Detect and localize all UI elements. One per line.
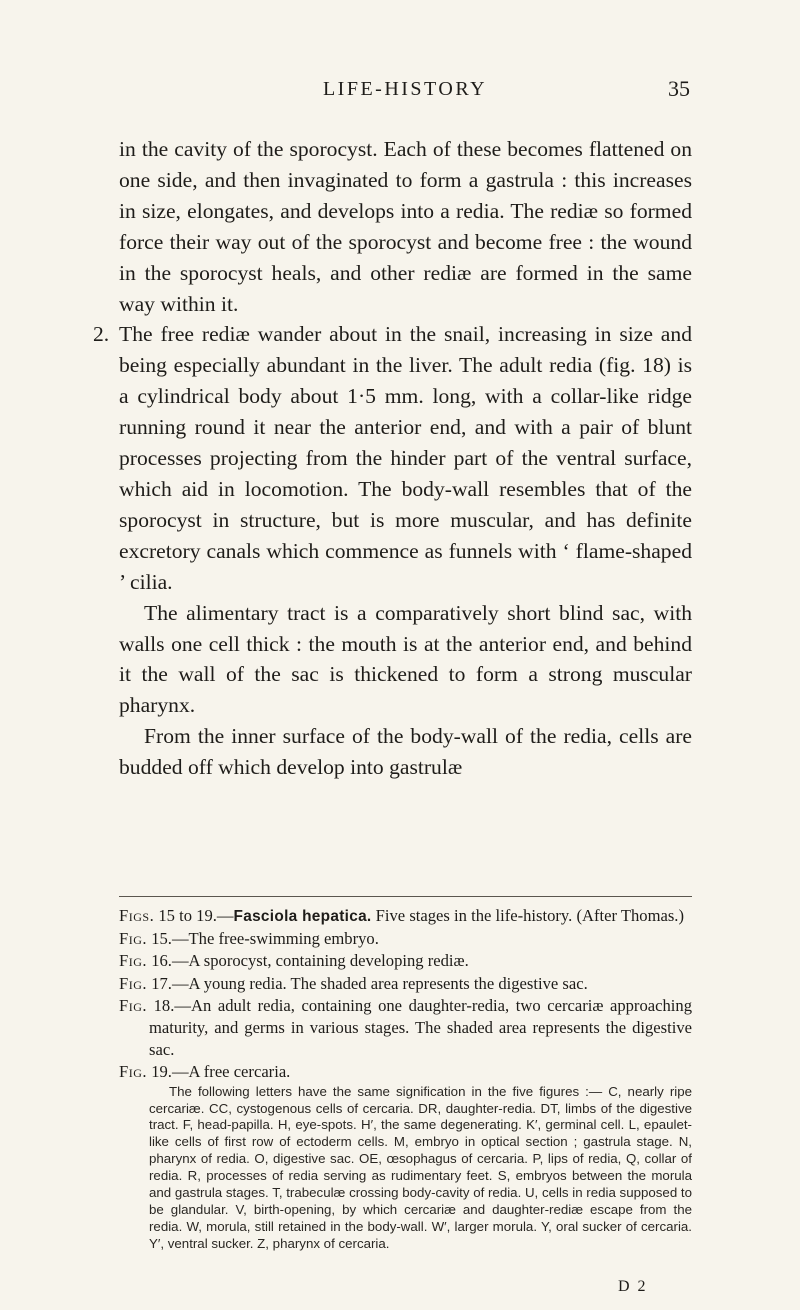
paragraph-2 bbox=[93, 319, 692, 597]
caption-divider bbox=[119, 896, 692, 897]
fig-number: 17. bbox=[151, 973, 172, 993]
figure-captions bbox=[119, 905, 692, 1253]
running-title: LIFE-HISTORY bbox=[322, 78, 488, 100]
fig-caption-text: A sporocyst, containing developing rediæ. bbox=[188, 951, 469, 971]
fig-label: Fig. bbox=[119, 951, 148, 971]
fig-label: Fig. bbox=[119, 1062, 148, 1082]
fig-label: Fig. bbox=[119, 929, 148, 949]
figs-text: Five stages in the life-history. (After Thomas.) bbox=[375, 906, 684, 925]
figs-species: Fasciola hepatica. bbox=[233, 908, 372, 925]
fig-caption-text: An adult redia, containing one daughter-redia, two cercariæ approaching maturity, and germs in various stages. The shaded area represents the digestive sac. bbox=[149, 995, 692, 1060]
body-text bbox=[93, 134, 692, 783]
fig-number: 15. bbox=[151, 929, 172, 949]
fig-caption-16: Fig. 16.—A sporocyst, containing developing rediæ. bbox=[119, 951, 469, 971]
letter-legend bbox=[119, 1084, 692, 1253]
fig-number: 19. bbox=[151, 1062, 172, 1082]
fig-caption-text: A free cercaria. bbox=[188, 1062, 291, 1082]
page-number: 35 bbox=[668, 76, 690, 101]
fig-number: 16. bbox=[151, 951, 172, 971]
paragraph-4: From the inner surface of the body-wall of the redia, cells are budded off which develop into gastrulæ bbox=[119, 724, 692, 780]
fig-caption-18: Fig. 18.—An adult redia, containing one daughter-redia, two cercariæ approaching maturity, and germs in various stages. The shaded area represents the digestive sac. bbox=[119, 995, 692, 1060]
fig-number: 18. bbox=[153, 995, 175, 1015]
fig-caption-text: The free-swimming embryo. bbox=[188, 929, 379, 949]
paragraph-2-text: The free rediæ wander about in the snail, increasing in size and being especially abundant in the liver. The adult redia (fig. 18) is a cylindrical body about 1·5 mm. long, with a collar-like ridge running round it near the anterior end, and with a pair of blunt processes projecting from the hinder part of the ventral surface, which aid in locomotion. The body-wall resembles that of the sporocyst in structure, but is more muscular, and has definite excretory canals which commence as funnels with ‘ flame-shaped ’ cilia. bbox=[119, 322, 692, 594]
signature-mark: D 2 bbox=[618, 1278, 648, 1295]
paragraph-1: in the cavity of the sporocyst. Each of these becomes flattened on one side, and then invaginated to form a gastrula : this increases in size, elongates, and develops into a redia. The rediæ so formed force their way out of the sporocyst and become free : the wound in the sporocyst heals, and other rediæ are formed in the same way within it. bbox=[119, 137, 692, 316]
fig-label: Fig. bbox=[119, 995, 148, 1015]
fig-caption-text: A young redia. The shaded area represents the digestive sac. bbox=[188, 973, 588, 993]
paragraph-3: The alimentary tract is a comparatively short blind sac, with walls one cell thick : the mouth is at the anterior end, and behind it the wall of the sac is thickened to form a strong muscular pharynx. bbox=[119, 600, 692, 718]
fig-caption-19: Fig. 19.—A free cercaria. bbox=[119, 1062, 291, 1082]
paragraph-2-number: 2. bbox=[93, 322, 110, 347]
fig-label: Fig. bbox=[119, 973, 148, 993]
figs-heading: Figs. 15 to 19.—Fasciola hepatica. Five stages in the life-history. (After Thomas.) bbox=[119, 906, 684, 925]
page-header bbox=[120, 78, 690, 108]
letter-legend-text: The following letters have the same signification in the five figures :— C, nearly ripe cercariæ. CC, cystogenous cells of cercaria. DR, daughter-redia. DT, limbs of the digestive tract. F, head-papilla. H, eye-spots. H′, the same degenerating. K′, germinal cell. L, epaulet-like cells of first row of ectoderm cells. M, embryo in optical section ; gastrula stage. N, pharynx of redia. O, digestive sac. OE, œsophagus of cercaria. P, lips of redia, Q, collar of redia. R, processes of redia serving as rudimentary feet. S, embryos between the morula and gastrula stages. T, trabeculæ crossing body-cavity of redia. U, cells in redia supposed to be glandular. V, birth-opening, by which cercariæ and daughter-rediæ escape from the redia. W, morula, still retained in the body-wall. W′, larger morula. Y, oral sucker of cercaria. Y′, ventral sucker. Z, pharynx of cercaria. bbox=[149, 1083, 692, 1251]
fig-caption-17: Fig. 17.—A young redia. The shaded area represents the digestive sac. bbox=[119, 973, 588, 993]
fig-caption-15: Fig. 15.—The free-swimming embryo. bbox=[119, 929, 379, 949]
figs-range: 15 to 19. bbox=[158, 906, 217, 925]
figs-label: Figs. bbox=[119, 906, 155, 925]
